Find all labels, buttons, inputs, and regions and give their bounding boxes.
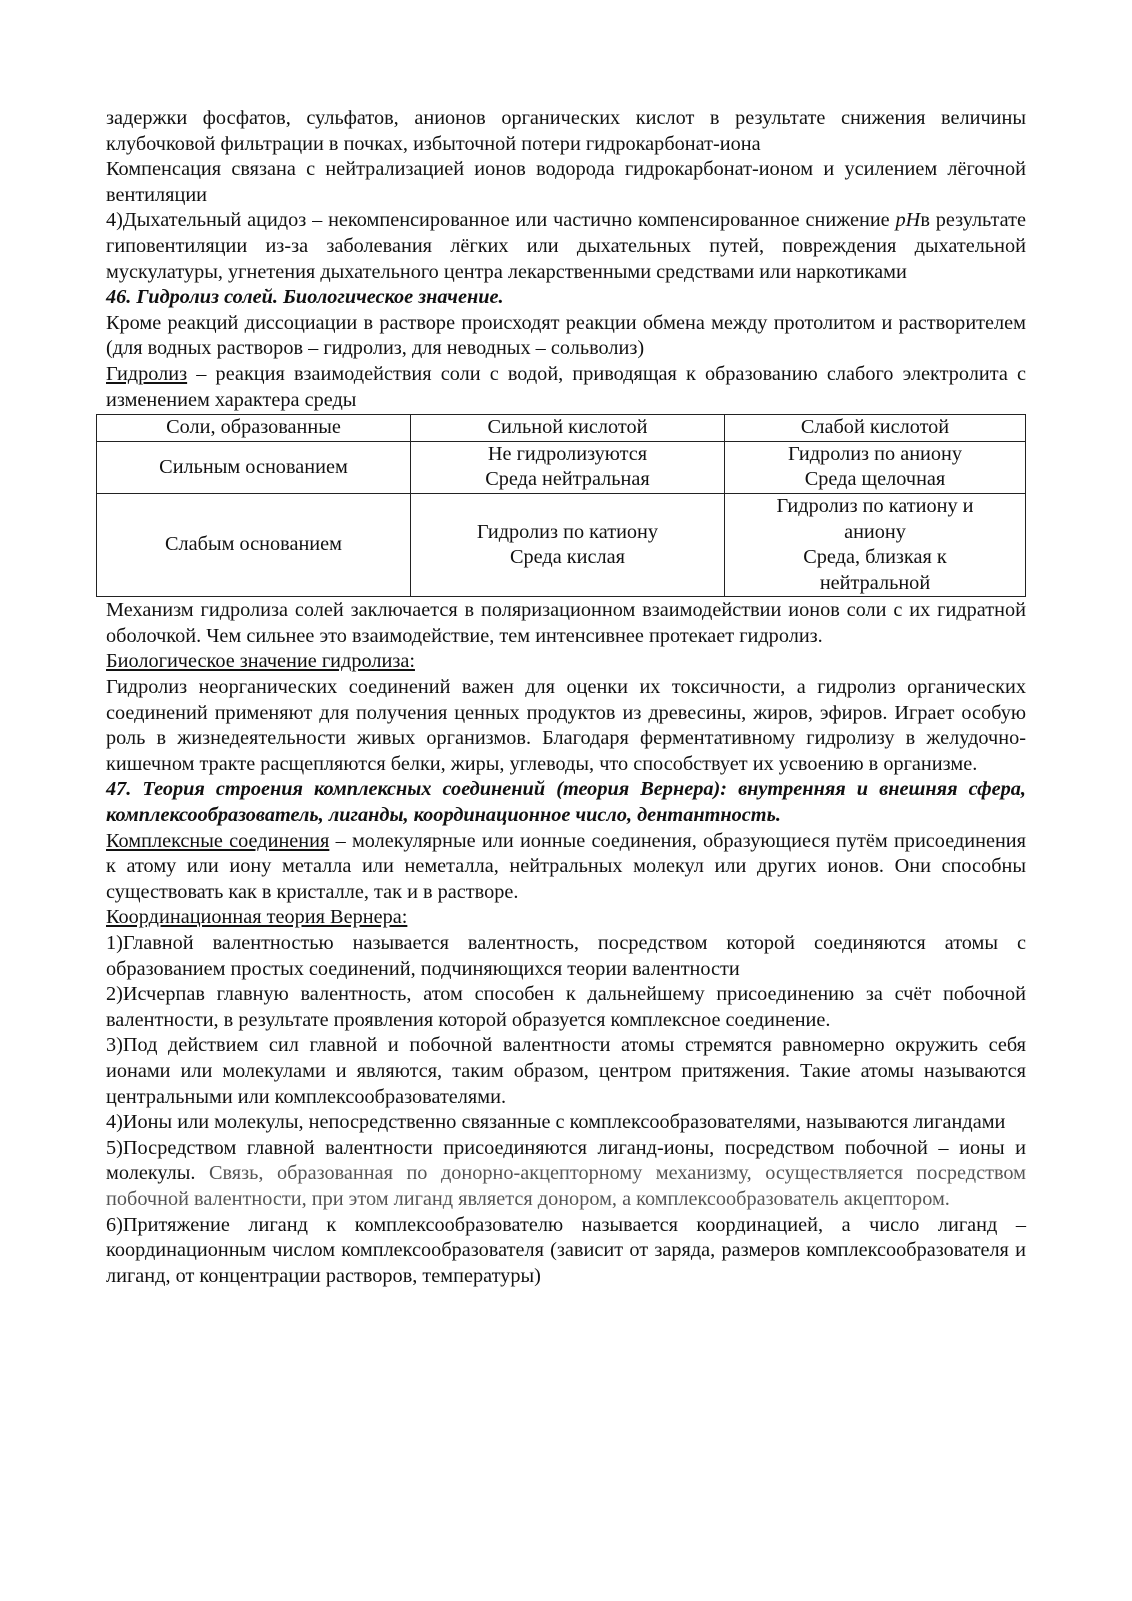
table-cell [725,493,1026,596]
list-item: 6)Притяжение лиганд к комплексообразователю называется координацией, а число лиганд – координационным числом комплексообразователя (зависит от заряда, размеров комплексообразователя и лиганд, от концентрации растворов, температуры) [106,1213,1026,1287]
cell-line: Среда нейтральная [485,468,650,491]
complex-compounds-text: – молекулярные или ионные соединения, образующиеся путём присоединения к атому или иону металла или неметалла, нейтральных молекул или других ионов. Они способны существовать как в кристалле, так и в растворе. [106,829,1026,903]
cell-line: нейтральной [819,571,931,594]
item5-gray-text: Связь, образованная по донорно-акцепторному механизму, осуществляется посредством побочной валентности, при этом лиганд является донором, а комплексообразователь акцептором. [106,1162,1026,1210]
list-item: 2)Исчерпав главную валентность, атом способен к дальнейшему присоединению за счёт побочной валентности, в результате проявления которой образуется комплексное соединение. [106,983,1026,1031]
table-row [97,493,1026,596]
table-cell [725,441,1026,493]
subheading-biological-significance: Биологическое значение гидролиза: [106,650,415,673]
list-item: 4)Ионы или молекулы, непосредственно связанные с комплексообразователями, называются лигандами [106,1111,1006,1134]
table-header-cell: Слабой кислотой [725,415,1026,442]
term-complex-compounds: Комплексные соединения [106,829,330,852]
cell-line: Гидролиз по катиону и [776,494,974,517]
table-row [97,441,1026,493]
cell-line: аниону [844,520,906,543]
table-cell [411,441,725,493]
paragraph-complex-compounds [106,829,1026,906]
heading-section-47: 47. Теория строения комплексных соединений (теория Вернера): внутренняя и внешняя сфера, комплексообразователь, лиганды, координационное число, дентантность. [106,778,1026,827]
cell-line: Не гидролизуются [487,442,648,465]
paragraph-acidosis-causes: задержки фосфатов, сульфатов, анионов органических кислот в результате снижения величины клубочковой фильтрации в почках, избыточной потери гидрокарбонат-иона [106,107,1026,155]
ph-symbol: pH [895,209,921,232]
table-header-cell: Сильной кислотой [411,415,725,442]
cell-line: Среда кислая [510,546,625,569]
respiratory-acidosis-lead: 4)Дыхательный ацидоз – некомпенсированное или частично компенсированное снижение [106,209,890,232]
list-item [106,1136,1026,1213]
table-row-label: Слабым основанием [97,493,411,596]
list-item: 1)Главной валентностью называется валентность, посредством которой соединяются атомы с образованием простых соединений, подчиняющихся теории валентности [106,932,1026,980]
cell-line: Среда, близкая к [803,546,947,569]
list-item: 3)Под действием сил главной и побочной валентности атомы стремятся равномерно окружить себя ионами или молекулами и являются, таким образом, центром притяжения. Такие атомы называются центральными или комплексообразователями. [106,1034,1026,1108]
table-cell [411,493,725,596]
paragraph-compensation: Компенсация связана с нейтрализацией ионов водорода гидрокарбонат-ионом и усилением лёгочной вентиляции [106,158,1026,206]
paragraph-exchange-reactions: Кроме реакций диссоциации в растворе происходят реакции обмена между протолитом и растворителем (для водных растворов – гидролиз, для неводных – сольволиз) [106,311,1026,360]
subheading-werner-theory: Координационная теория Вернера: [106,906,408,929]
cell-line: Среда щелочная [804,468,946,491]
table-header-row [97,415,1026,442]
hydrolysis-table [96,414,1026,597]
term-hydrolysis: Гидролиз [106,362,188,385]
paragraph-biological-significance: Гидролиз неорганических соединений важен для оценки их токсичности, а гидролиз органических соединений применяют для получения ценных продуктов из древесины, жиров, эфиров. Играет особую роль в жизнедеятельности живых организмов. Благодаря ферментативному гидролизу в желудочно-кишечном тракте расщепляются белки, жиры, углеводы, что способствует их усвоению в организме. [106,676,1026,775]
paragraph-hydrolysis-mechanism: Механизм гидролиза солей заключается в поляризационном взаимодействии ионов соли с их гидратной оболочкой. Чем сильнее это взаимодействие, тем интенсивнее протекает гидролиз. [106,599,1026,647]
paragraph-hydrolysis-definition [106,362,1026,413]
cell-line: Гидролиз по катиону [476,520,659,543]
item5-lead: 5)Посредством главной валентности присоединяются лиганд-ионы, посредством побочной – ионы и молекулы. [106,1136,1026,1185]
table-row-label: Сильным основанием [97,441,411,493]
cell-line: Гидролиз по аниону [787,442,963,465]
respiratory-acidosis-rest: в результате гиповентиляции из-за заболевания лёгких или дыхательных путей, повреждения дыхательной мускулатуры, угнетения дыхательного центра лекарственными средствами или наркотиками [106,209,1026,283]
table-header-cell: Соли, образованные [97,415,411,442]
paragraph-respiratory-acidosis [106,208,1026,285]
hydrolysis-definition-text: – реакция взаимодействия соли с водой, приводящая к образованию слабого электролита с изменением характера среды [106,362,1026,411]
heading-section-46: 46. Гидролиз солей. Биологическое значение. [106,286,504,309]
